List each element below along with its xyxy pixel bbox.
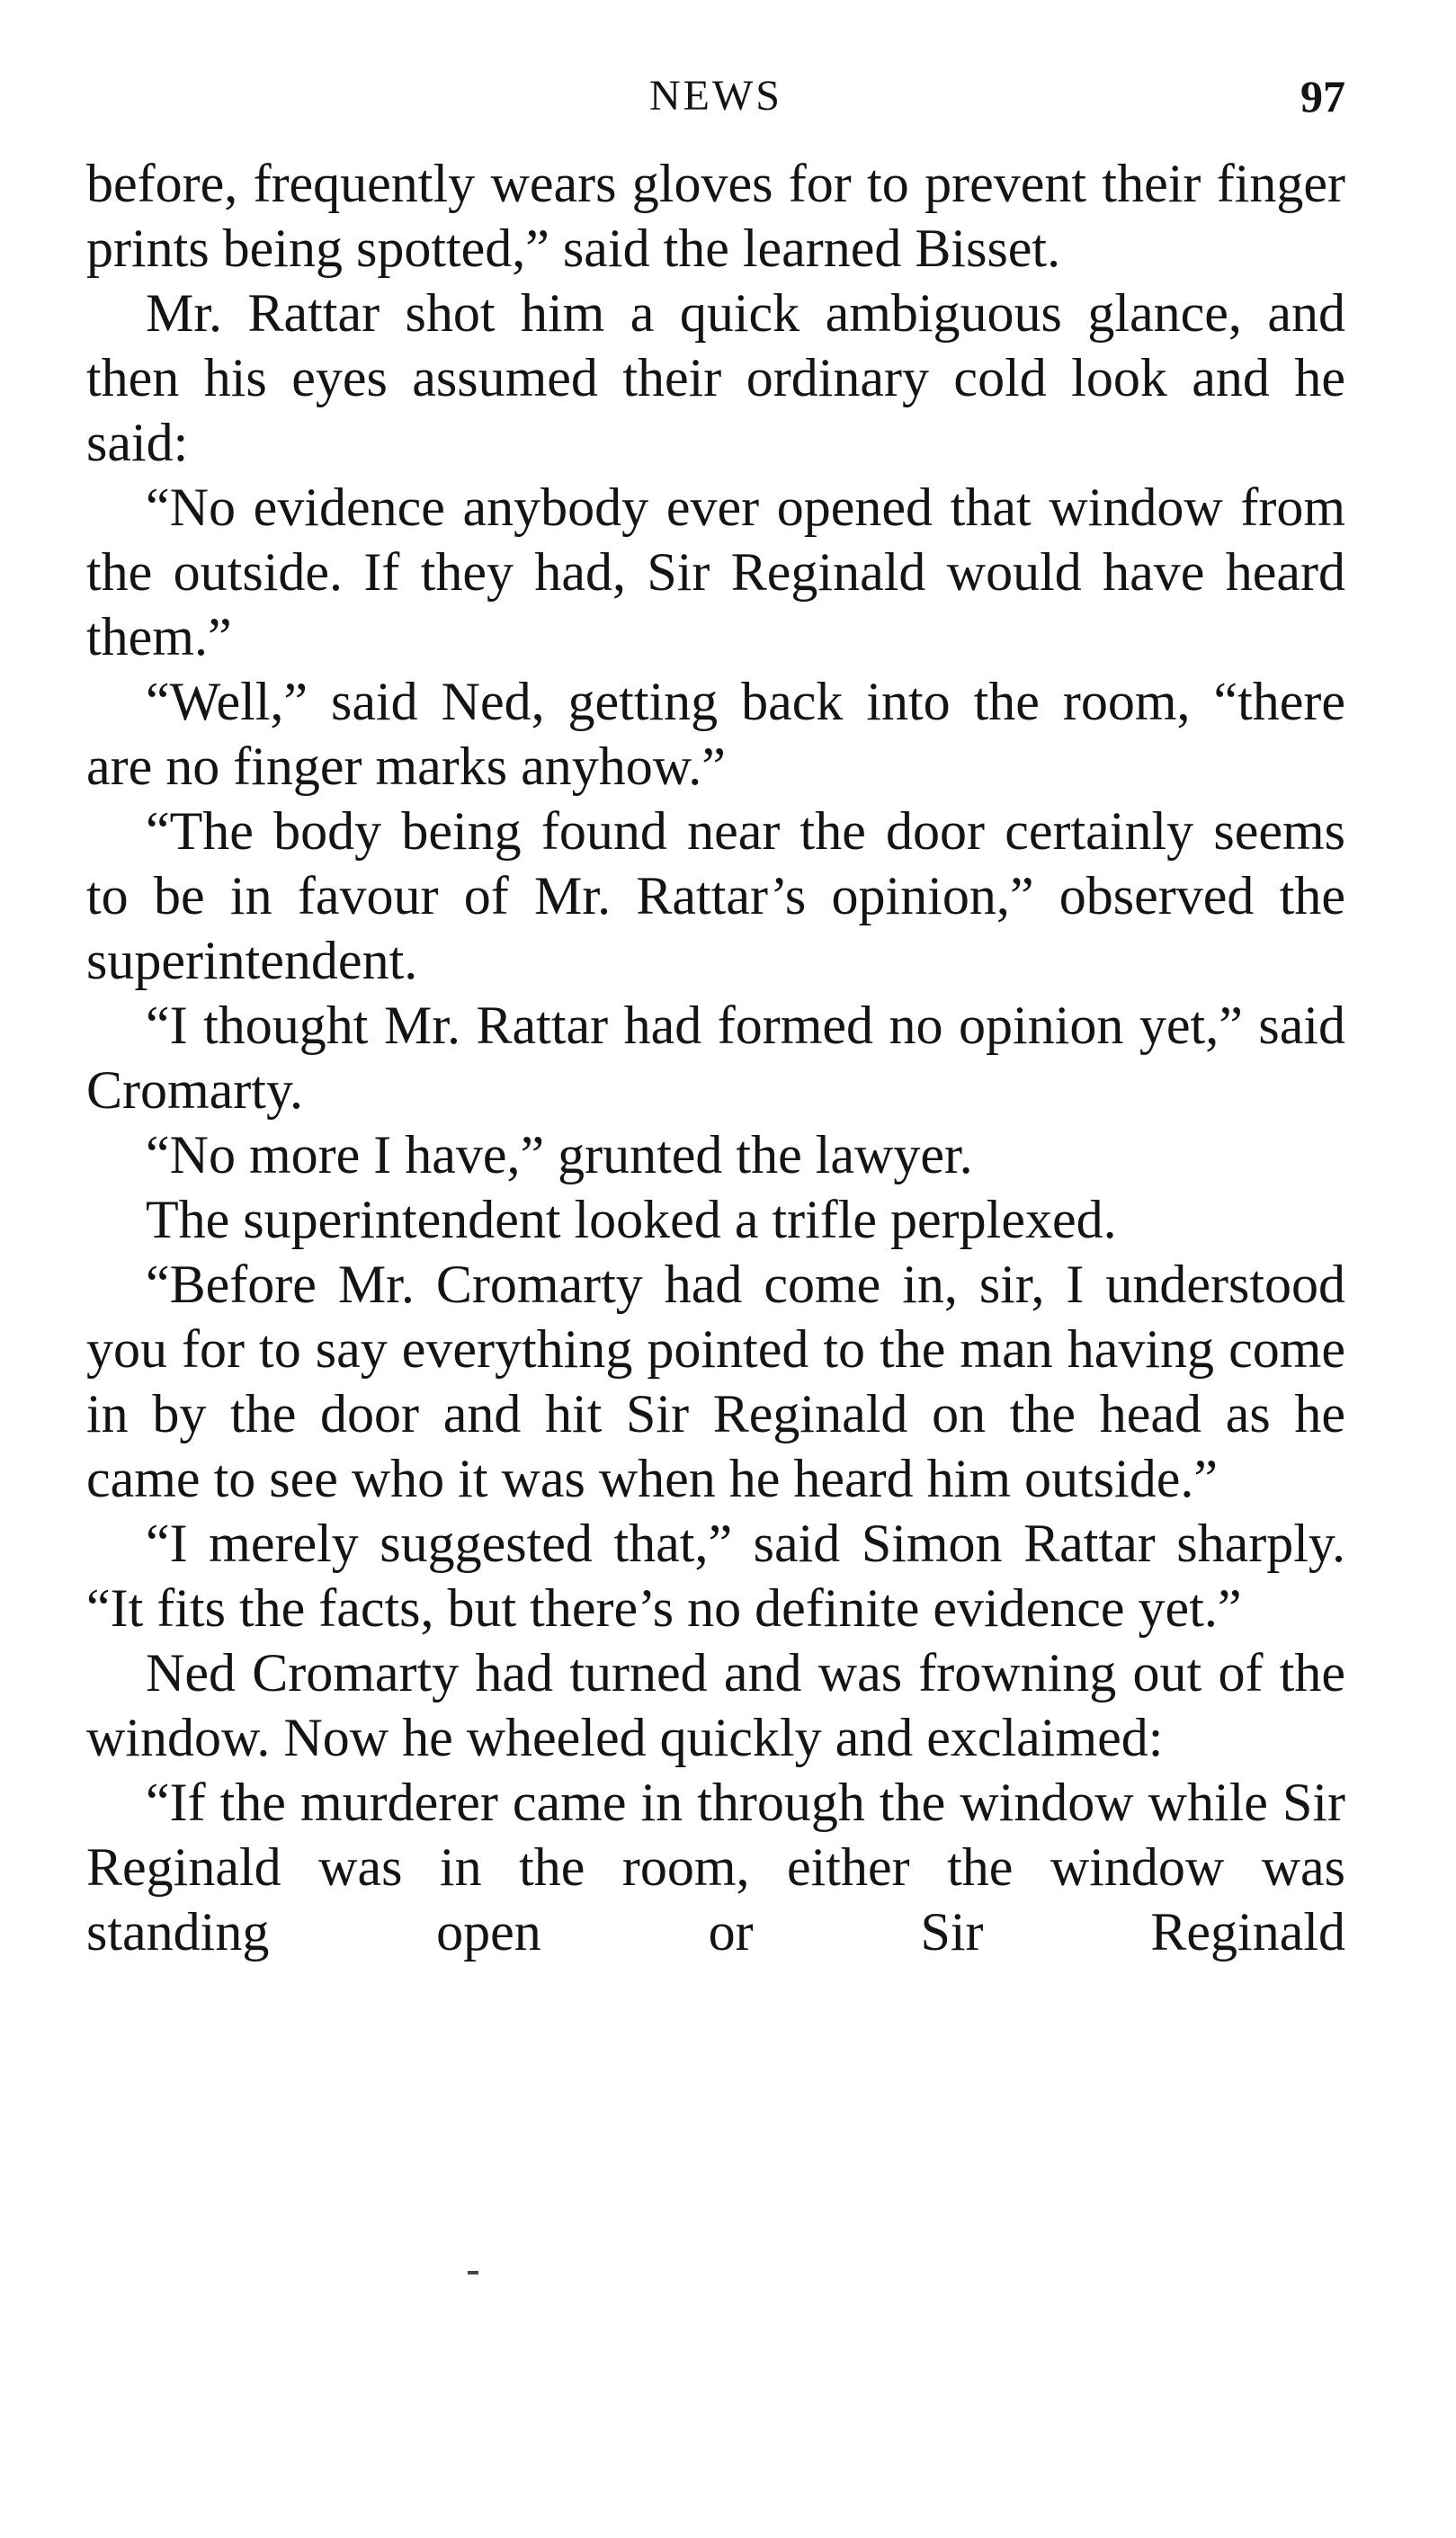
running-head: NEWS <box>649 72 782 120</box>
paragraph: Ned Cromarty had turned and was frowning out of the window. Now he wheeled quickly and exclaimed: <box>86 1643 1345 1767</box>
paragraph: “The body being found near the door certainly seems to be in favour of Mr. Rattar’s opinion,” observed the superintendent. <box>86 801 1345 990</box>
paragraph: “No more I have,” grunted the lawyer. <box>146 1125 973 1184</box>
paragraph: “I merely suggested that,” said Simon Rattar sharply. “It fits the facts, but there’s no definite evidence yet.” <box>86 1514 1345 1638</box>
paragraph: “No evidence anybody ever opened that window from the outside. If they had, Sir Reginald would have heard them.” <box>86 478 1345 666</box>
paragraph: “I thought Mr. Rattar had formed no opinion yet,” said Cromarty. <box>86 996 1345 1120</box>
paragraph: “Before Mr. Cromarty had come in, sir, I understood you for to say everything pointed to the man having come in by the door and hit Sir Reginald on the head as he came to see who it was when he heard him outside.” <box>86 1255 1345 1508</box>
paragraph: Mr. Rattar shot him a quick ambiguous glance, and then his eyes assumed their ordinary cold look and he said: <box>86 283 1345 472</box>
page-header <box>86 65 1345 128</box>
paragraph: “Well,” said Ned, getting back into the room, “there are no finger marks anyhow.” <box>86 672 1345 796</box>
body-text <box>86 151 1345 1964</box>
paragraph: “If the murderer came in through the window while Sir Reginald was in the room, either the window was standing open or Sir Reginald <box>86 1773 1345 1962</box>
stray-ink-mark <box>468 2271 478 2274</box>
page-number: 97 <box>1300 71 1345 121</box>
paragraph: before, frequently wears gloves for to prevent their finger prints being spotted,” said the learned Bisset. <box>86 154 1345 278</box>
paragraph: The superintendent looked a trifle perplexed. <box>146 1190 1117 1249</box>
